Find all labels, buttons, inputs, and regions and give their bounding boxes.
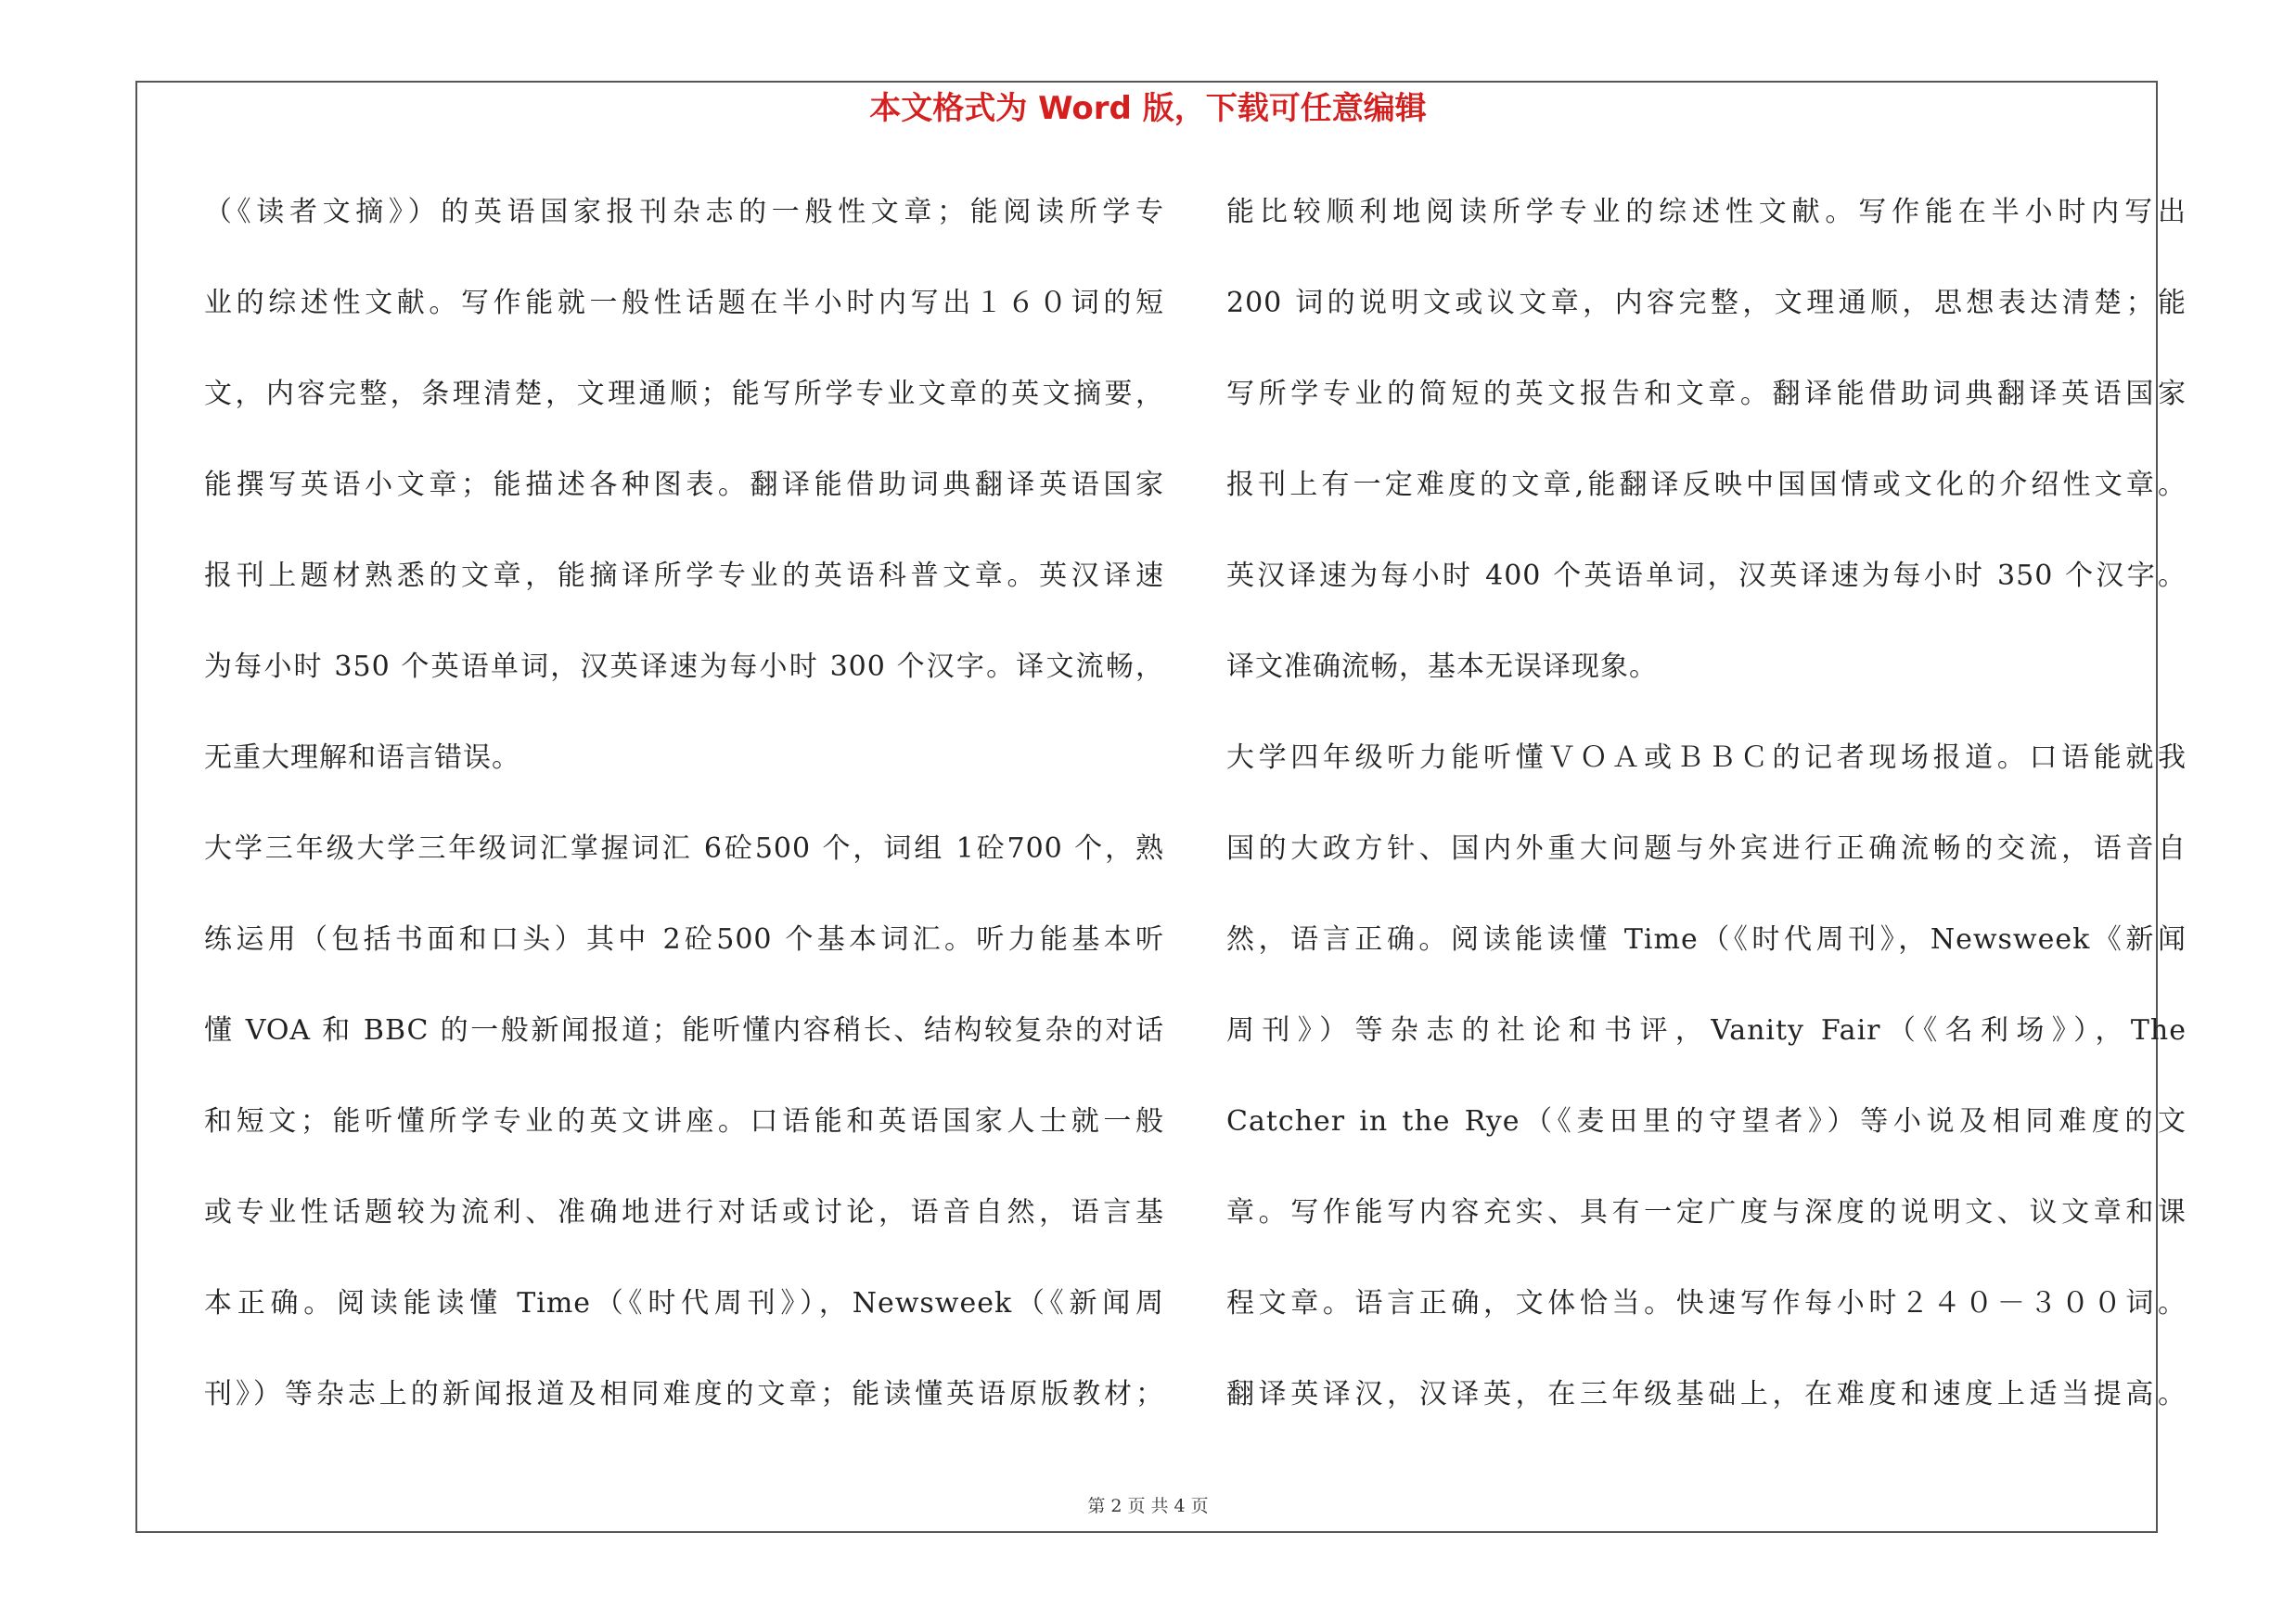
text-line: 懂 VOA 和 BBC 的一般新闻报道；能听懂内容稍长、结构较复杂的对话 — [204, 1014, 1164, 1047]
text-line: Catcher in the Rye（《麦田里的守望者》）等小说及相同难度的文 — [1226, 1105, 2187, 1138]
text-line: 程文章。语言正确，文体恰当。快速写作每小时２４０－３００词。 — [1226, 1287, 2187, 1320]
text-line: 大学四年级听力能听懂ＶＯＡ或ＢＢＣ的记者现场报道。口语能就我 — [1226, 741, 2187, 774]
left-column — [204, 186, 1164, 1459]
text-line: 能撰写英语小文章；能描述各种图表。翻译能借助词典翻译英语国家 — [204, 469, 1164, 501]
text-line: 练运用（包括书面和口头）其中 2砼500 个基本词汇。听力能基本听 — [204, 923, 1164, 956]
document-header-title: 本文格式为 Word 版，下载可任意编辑 — [869, 90, 1427, 127]
text-line: 报刊上有一定难度的文章,能翻译反映中国国情或文化的介绍性文章。 — [1226, 469, 2187, 501]
text-line: 或专业性话题较为流利、准确地进行对话或讨论，语音自然，语言基 — [204, 1196, 1164, 1229]
text-line: 章。写作能写内容充实、具有一定广度与深度的说明文、议文章和课 — [1226, 1196, 2187, 1229]
text-line: 和短文；能听懂所学专业的英文讲座。口语能和英语国家人士就一般 — [204, 1105, 1164, 1138]
text-line: 200 词的说明文或议文章，内容完整，文理通顺，思想表达清楚；能 — [1226, 287, 2187, 319]
text-line: 英汉译速为每小时 400 个英语单词，汉英译速为每小时 350 个汉字。 — [1226, 560, 2187, 592]
right-column — [1226, 186, 2187, 1459]
text-line: 刊》）等杂志上的新闻报道及相同难度的文章；能读懂英语原版教材； — [204, 1378, 1164, 1410]
text-line: 周刊》）等杂志的社论和书评，Vanity Fair（《名利场》），The — [1226, 1014, 2187, 1047]
text-line: 为每小时 350 个英语单词，汉英译速为每小时 300 个汉字。译文流畅， — [204, 650, 1164, 683]
text-line: 翻译英译汉，汉译英，在三年级基础上，在难度和速度上适当提高。 — [1226, 1378, 2187, 1410]
text-line: （《读者文摘》）的英语国家报刊杂志的一般性文章；能阅读所学专 — [204, 196, 1164, 228]
text-line: 能比较顺利地阅读所学专业的综述性文献。写作能在半小时内写出 — [1226, 196, 2187, 228]
text-line: 写所学专业的简短的英文报告和文章。翻译能借助词典翻译英语国家 — [1226, 378, 2187, 410]
text-line: 译文准确流畅，基本无误译现象。 — [1226, 650, 1658, 683]
text-line: 文，内容完整，条理清楚，文理通顺；能写所学专业文章的英文摘要， — [204, 378, 1164, 410]
text-line: 然，语言正确。阅读能读懂 Time（《时代周刊》，Newsweek《新闻 — [1226, 923, 2187, 956]
text-line: 大学三年级大学三年级词汇掌握词汇 6砼500 个，词组 1砼700 个，熟 — [204, 832, 1164, 865]
text-line: 业的综述性文献。写作能就一般性话题在半小时内写出１６０词的短 — [204, 287, 1164, 319]
text-line: 无重大理解和语言错误。 — [204, 741, 520, 774]
text-line: 本正确。阅读能读懂 Time（《时代周刊》），Newsweek（《新闻周 — [204, 1287, 1164, 1320]
page-number-footer: 第 2 页 共 4 页 — [1087, 1496, 1209, 1516]
text-line: 国的大政方针、国内外重大问题与外宾进行正确流畅的交流，语音自 — [1226, 832, 2187, 865]
text-line: 报刊上题材熟悉的文章，能摘译所学专业的英语科普文章。英汉译速 — [204, 560, 1164, 592]
